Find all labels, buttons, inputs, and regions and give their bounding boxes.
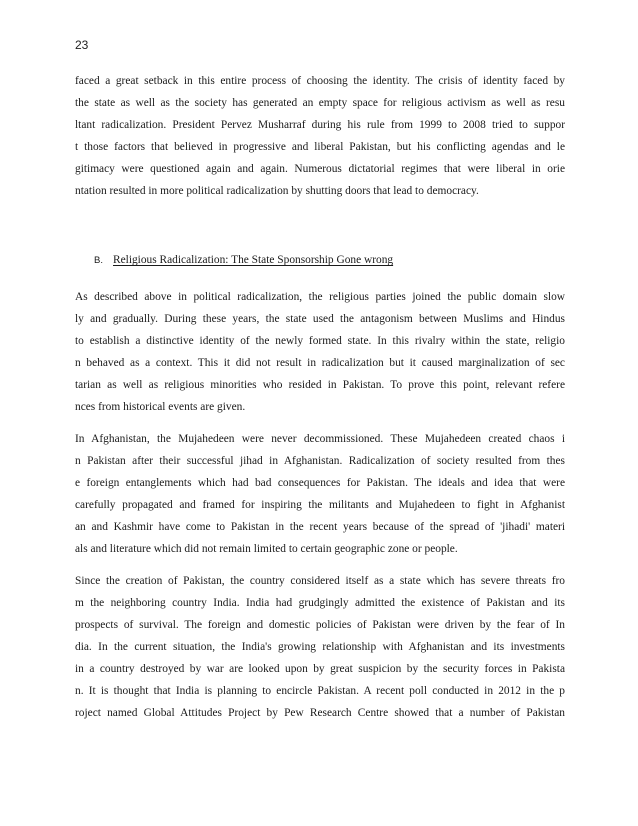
- text-line: In Afghanistan, the Mujahedeen were never decommissioned. These Mujahedeen created chaos i: [75, 433, 565, 445]
- text-line: an and Kashmir have come to Pakistan in the recent years because of the spread of 'jihadi' materi: [75, 521, 565, 533]
- text-line: m the neighboring country India. India had grudgingly admitted the existence of Pakistan and its: [75, 597, 565, 609]
- text-line: e foreign entanglements which had bad consequences for Pakistan. The ideals and idea that were: [75, 477, 565, 489]
- text-line: ntation resulted in more political radicalization by shutting doors that lead to democracy.: [75, 185, 479, 197]
- text-line: nces from historical events are given.: [75, 401, 246, 413]
- text-line: dia. In the current situation, the India's growing relationship with Afghanistan and its investments: [75, 641, 565, 653]
- text-line: n Pakistan after their successful jihad in Afghanistan. Radicalization of society resulted from thes: [75, 455, 565, 467]
- text-line: roject named Global Attitudes Project by Pew Research Centre showed that a number of Pakistan: [75, 707, 565, 719]
- page-number: 23: [75, 38, 89, 52]
- text-line: n. It is thought that India is planning to encircle Pakistan. A recent poll conducted in 2012 in the p: [75, 685, 565, 697]
- paragraph-political-radicalization: [75, 286, 565, 418]
- text-line: t those factors that believed in progressive and liberal Pakistan, but his conflicting agendas and le: [75, 141, 565, 153]
- text-line: faced a great setback in this entire process of choosing the identity. The crisis of identity faced by: [75, 75, 565, 87]
- section-marker: B.: [94, 255, 103, 266]
- text-line: the state as well as the society has generated an empty space for religious activism as well as resu: [75, 97, 565, 109]
- text-line: gitimacy were questioned again and again. Numerous dictatorial regimes that were liberal in orie: [75, 163, 565, 175]
- paragraph-identity-crisis: [75, 70, 565, 202]
- section-heading: [75, 249, 565, 272]
- text-line: As described above in political radicalization, the religious parties joined the public domain slow: [75, 291, 565, 303]
- text-line: Since the creation of Pakistan, the country considered itself as a state which has severe threats fro: [75, 575, 565, 587]
- text-line: carefully propagated and framed for inspiring the militants and Mujahedeen to fight in Afghanist: [75, 499, 565, 511]
- paragraph-afghanistan: [75, 428, 565, 560]
- paragraph-india-relations: [75, 570, 565, 724]
- text-line: ly and gradually. During these years, the state used the antagonism between Muslims and Hindus: [75, 313, 565, 325]
- text-line: prospects of survival. The foreign and domestic policies of Pakistan were driven by the fear of In: [75, 619, 565, 631]
- text-line: als and literature which did not remain limited to certain geographic zone or people.: [75, 543, 458, 555]
- text-line: ltant radicalization. President Pervez Musharraf during his rule from 1999 to 2008 tried to suppor: [75, 119, 565, 131]
- text-line: in a country destroyed by war are looked upon by great suspicion by the security forces in Pakista: [75, 663, 565, 675]
- text-line: to establish a distinctive identity of the newly formed state. In this rivalry within the state, religio: [75, 335, 565, 347]
- section-title: Religious Radicalization: The State Sponsorship Gone wrong: [113, 254, 394, 266]
- text-line: tarian as well as religious minorities who resided in Pakistan. To prove this point, relevant refere: [75, 379, 565, 391]
- document-body: [75, 70, 565, 734]
- text-line: n behaved as a context. This it did not result in radicalization but it caused marginalization of sec: [75, 357, 565, 369]
